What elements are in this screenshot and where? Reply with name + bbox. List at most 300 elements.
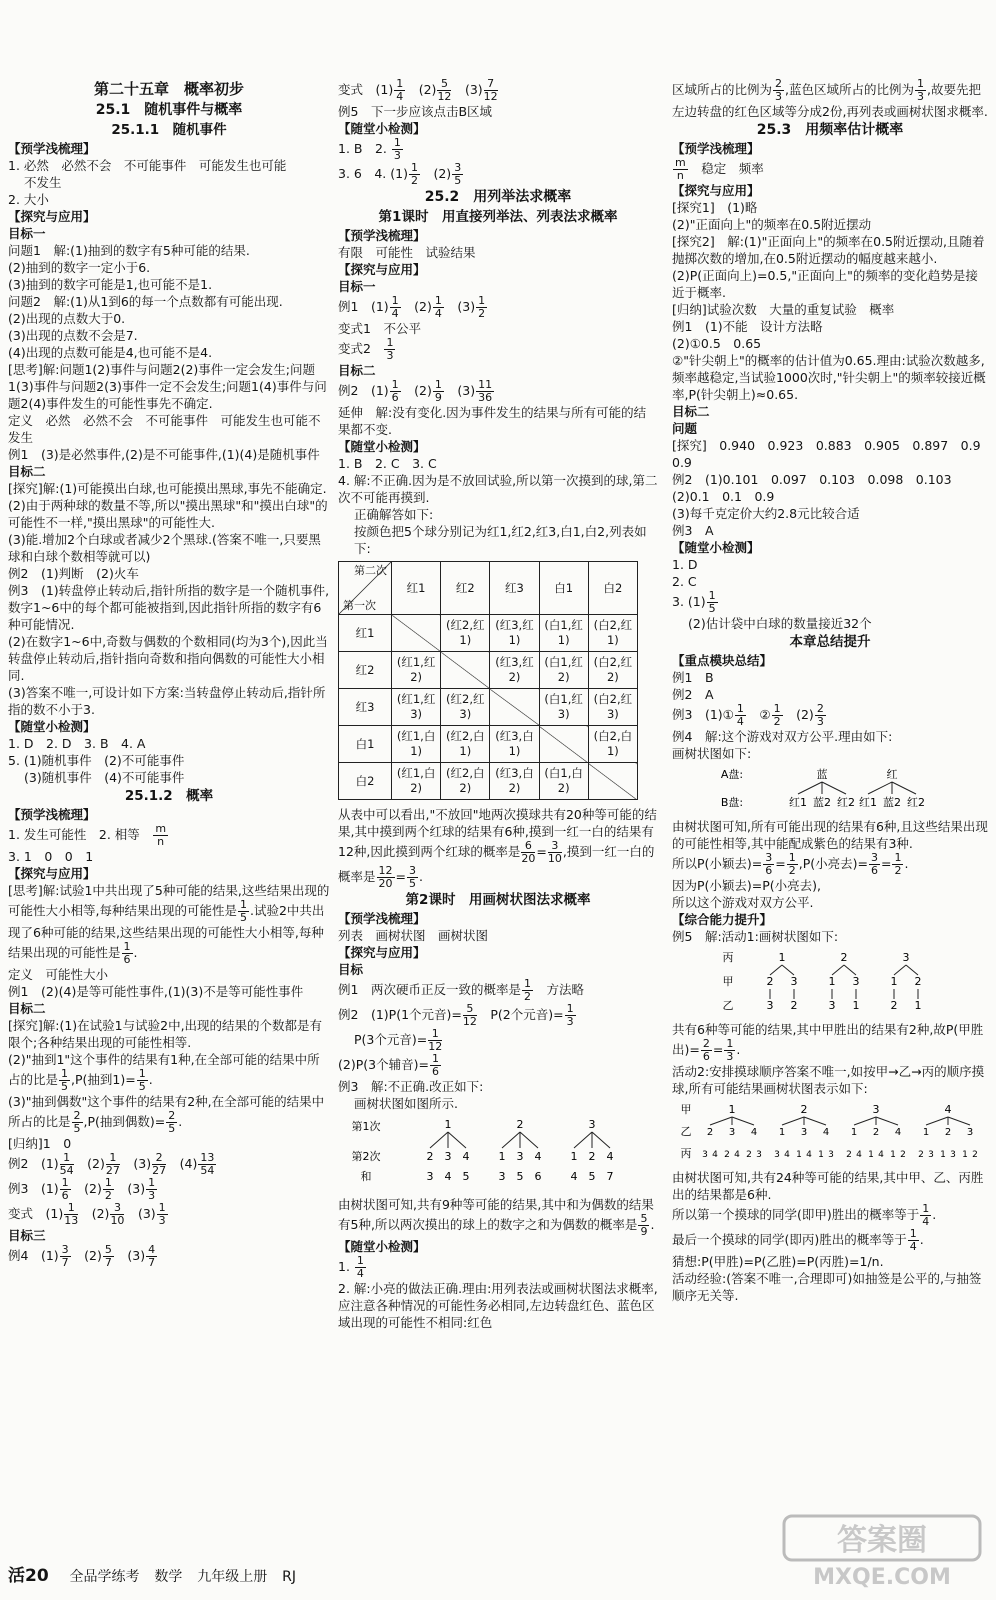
tree-branch xyxy=(832,965,844,975)
tree-label: 2 xyxy=(766,975,774,988)
tree-branch xyxy=(592,1132,610,1148)
text-block xyxy=(338,1196,658,1331)
text-line: (2)出现的点数大于0. xyxy=(8,311,126,326)
tree-level-label: 丙 xyxy=(722,951,734,964)
fraction: $\frac{12}{20}$ xyxy=(378,864,393,890)
tree-branch xyxy=(906,965,918,975)
text-line: 所以P(小颖去)= $\frac{3}{6}$ = $\frac{1}{2}$ ,P(小亮去)= $\frac{3}{6}$ = $\frac{1}{2}$ . xyxy=(672,851,909,877)
table-cell: (红3,白2) xyxy=(490,763,539,800)
tree-label: 3 xyxy=(872,1103,880,1116)
text-line: (2)①0.5 0.65 xyxy=(672,336,762,351)
table-row xyxy=(339,763,638,800)
text-block xyxy=(8,140,330,786)
tree-label: 2 xyxy=(914,975,922,988)
table-cell: (红1,红2) xyxy=(392,652,441,689)
tree-label: 2 xyxy=(918,1150,924,1160)
table-cell: (白1,红3) xyxy=(539,689,588,726)
text-block xyxy=(672,818,988,945)
text-line: 4. 解:不正确.因为是不放回试验,所以第一次摸到的球,第二次不可能再摸到. xyxy=(338,473,658,505)
text-block xyxy=(338,806,658,890)
tree-level-label: 第1次 xyxy=(351,1120,381,1133)
tree-label: 1 xyxy=(728,1103,736,1116)
fraction: $\frac{5}{9}$ xyxy=(640,1212,648,1238)
text-line: (3)抽到的数字可能是1,也可能不是1. xyxy=(8,277,213,292)
tree-label: 2 xyxy=(872,1127,880,1138)
tree-label: 3 xyxy=(790,975,798,988)
text-line: 目标二 xyxy=(338,363,376,378)
tree-label: 2 xyxy=(846,1150,852,1160)
fraction: $\frac{2}{5}$ xyxy=(168,1109,176,1135)
text-line: 变式 (1) $\frac{1}{4}$ (2) $\frac{5}{12}$ (3) $\frac{7}{12}$ xyxy=(338,77,498,103)
tree-level-label: 丙 xyxy=(680,1147,692,1160)
tree-level-label: 和 xyxy=(360,1170,372,1183)
text-line: 按颜色把5个球分别记为红1,红2,红3,白1,白2,列表如下: xyxy=(354,524,647,556)
text-line: 【随堂小检测】 xyxy=(338,439,426,454)
table-cell xyxy=(539,726,588,763)
row-header: 红2 xyxy=(339,652,392,689)
tree-label: 1 xyxy=(852,999,860,1012)
table-cell: (红3,红2) xyxy=(490,652,539,689)
subsection-title: 25.1.1 随机事件 xyxy=(111,122,227,138)
table-cell: (红2,白1) xyxy=(441,726,490,763)
text-line: 例3 (1)① $\frac{1}{4}$ ② $\frac{1}{2}$ (2) $\frac{2}{3}$ xyxy=(672,702,824,728)
fraction: $\frac{1}{4}$ xyxy=(391,294,399,320)
text-line: (2)"正面向上"的频率在0.5附近摆动 xyxy=(672,217,872,232)
tree-label: 3 xyxy=(800,1127,808,1138)
text-line: 延伸 解:没有变化.因为事件发生的结果与所有可能的结果都不变. xyxy=(338,405,647,437)
fraction: $\frac{3}{6}$ xyxy=(765,851,773,877)
tree-label: 红2 xyxy=(907,796,925,809)
summary-title: 本章总结提升 xyxy=(789,634,871,650)
tree-diagram-sum xyxy=(338,1116,648,1188)
tree-label: 蓝2 xyxy=(883,796,901,809)
fraction: $\frac{1}{5}$ xyxy=(61,1067,69,1093)
tree-label: 4 xyxy=(712,1150,718,1160)
text-line: 【随堂小检测】 xyxy=(672,540,760,555)
text-line: 画树状图如图所示. xyxy=(354,1096,458,1111)
tree-label: 红 xyxy=(886,768,898,781)
tree-label: 4 xyxy=(750,1127,758,1138)
tree-label: 2 xyxy=(706,1127,714,1138)
text-block xyxy=(8,806,330,1269)
text-line: 【随堂小检测】 xyxy=(338,1239,426,1254)
tree-label: 3 xyxy=(950,1150,956,1160)
fraction: $\frac{1}{4}$ xyxy=(922,1202,930,1228)
text-line: 目标二 xyxy=(672,404,710,419)
fraction: $\frac{3}{10}$ xyxy=(547,839,562,865)
row-header: 红1 xyxy=(339,615,392,652)
tree-label: 3 xyxy=(444,1150,452,1163)
fraction: $\frac{1}{6}$ xyxy=(123,940,131,966)
text-line: 猜想:P(甲胜)=P(乙胜)=P(丙胜)=1/n. xyxy=(672,1254,884,1269)
tree-label: 3 xyxy=(852,975,860,988)
tree-label: 1 xyxy=(778,951,786,964)
text-line: 例5 下一步应该点击B区域 xyxy=(338,104,493,119)
text-line: 例3 (1)转盘停止转动后,指针所指的数字是一个随机事件,数字1~6中的每个都可能被指到,因此指针所指的数字有6种可能情况. xyxy=(8,583,330,632)
fraction: $\frac{4}{7}$ xyxy=(148,1243,156,1269)
text-line: 例5 解:活动1:画树状图如下: xyxy=(672,929,839,944)
text-line: 5. (1)随机事件 (2)不可能事件 xyxy=(8,753,185,768)
column-1 xyxy=(8,78,330,1269)
fraction: $\frac{2}{6}$ xyxy=(702,1037,710,1063)
tree-branch xyxy=(448,1132,466,1148)
fraction: $\frac{2}{3}$ xyxy=(816,702,824,728)
table-cell: (白2,红3) xyxy=(588,689,637,726)
edition: RJ xyxy=(282,1569,297,1585)
text-line: 【探究与应用】 xyxy=(8,209,96,224)
tree-branch xyxy=(844,965,856,975)
text-line: (3)答案不唯一,可设计如下方案:当转盘停止转动后,指针所指的数不小于3. xyxy=(8,685,326,717)
text-line: (3)能.增加2个白球或者减少2个黑球.(答案不唯一,只要黑球和白球个数相等就可以) xyxy=(8,532,321,564)
fraction: $\frac{1}{12}$ xyxy=(428,1027,443,1053)
table-cell xyxy=(490,689,539,726)
table-row xyxy=(339,689,638,726)
tree-label: 1 xyxy=(868,1150,874,1160)
table-row xyxy=(339,615,638,652)
fraction: $\frac{1}{13}$ xyxy=(64,1201,79,1227)
tree-level-label: 乙 xyxy=(680,1125,692,1138)
column-2 xyxy=(338,78,658,1331)
fraction: $\frac{1}{3}$ xyxy=(393,136,401,162)
tree-label: 1 xyxy=(914,999,922,1012)
tree-label: 4 xyxy=(894,1127,902,1138)
table-row xyxy=(339,652,638,689)
col-header: 白2 xyxy=(588,562,637,615)
text-line: 1. $\frac{1}{4}$ xyxy=(338,1254,364,1280)
tree-label: 2 xyxy=(790,999,798,1012)
tree-label: 4 xyxy=(822,1127,830,1138)
section-title: 25.2 用列举法求概率 xyxy=(424,189,572,205)
row-header: 白2 xyxy=(339,763,392,800)
fraction: $\frac{1}{6}$ xyxy=(391,378,399,404)
text-line: 目标一 xyxy=(8,226,46,241)
table-row xyxy=(339,726,638,763)
tree-label: 2 xyxy=(516,1118,524,1131)
fraction: $\frac{1}{4}$ xyxy=(909,1227,917,1253)
text-line: 正确解答如下: xyxy=(354,507,434,522)
lesson-title: 第1课时 用直接列举法、列表法求概率 xyxy=(378,209,618,225)
tree-label: 1 xyxy=(890,975,898,988)
tree-diagram-spinner xyxy=(672,766,972,810)
page-footer xyxy=(8,1568,306,1586)
text-line: 【随堂小检测】 xyxy=(338,121,426,136)
table-cell: (白2,白1) xyxy=(588,726,637,763)
tree-label: 1 xyxy=(962,1150,968,1160)
text-line: 问题1 解:(1)抽到的数字有5种可能的结果. xyxy=(8,243,250,258)
table-cell xyxy=(392,615,441,652)
svg-text:MXQE.COM: MXQE.COM xyxy=(813,1565,951,1590)
table-body xyxy=(339,615,638,800)
col-header: 红3 xyxy=(490,562,539,615)
tree-label: 4 xyxy=(570,1170,578,1183)
text-line: (2)P(3个辅音)= $\frac{1}{6}$ xyxy=(338,1052,439,1078)
tree-label: 2 xyxy=(588,1150,596,1163)
text-line: (2)P(正面向上)=0.5,"正面向上"的频率的变化趋势是接近于概率. xyxy=(672,268,978,300)
table-cell: (白1,红2) xyxy=(539,652,588,689)
text-line: 例4 (1) $\frac{3}{7}$ (2) $\frac{5}{7}$ (3) $\frac{4}{7}$ xyxy=(8,1243,156,1269)
text-line: 【重点模块总结】 xyxy=(672,653,773,668)
tree-branch xyxy=(574,1132,592,1148)
tree-label: 红1 xyxy=(859,796,877,809)
text-line: 定义 必然 必然不会 不可能事件 可能发生也可能不发生 xyxy=(8,413,321,445)
fraction: $\frac{3}{5}$ xyxy=(454,161,462,187)
text-line: 由树状图可知,共有9种等可能的结果,其中和为偶数的结果有5种,所以两次摸出的球上的数字之和为偶数的概率是 $\frac{5}{9}$ . xyxy=(338,1197,655,1238)
text-line: (3)"抽到偶数"这个事件的结果有2种,在全部可能的结果中所占的比是 $\frac{2}{5}$ ,P(抽到偶数)= $\frac{2}{5}$ . xyxy=(8,1094,325,1135)
text-line: 例2 (1) $\frac{1}{6}$ (2) $\frac{1}{9}$ (3) $\frac{11}{36}$ xyxy=(338,378,493,404)
table-cell: (红1,白1) xyxy=(392,726,441,763)
text-line: 【预学浅梳理】 xyxy=(672,141,760,156)
text-line: 不发生 xyxy=(24,175,62,190)
text-line: 【随堂小检测】 xyxy=(8,719,96,734)
text-block xyxy=(338,227,658,557)
text-line: 例1 (1)不能 设计方法略 xyxy=(672,319,823,334)
text-block xyxy=(338,78,658,187)
tree-branch xyxy=(798,782,822,794)
tree-branch xyxy=(868,782,892,794)
fraction: $\frac{1}{5}$ xyxy=(708,589,716,615)
tree-label: 5 xyxy=(462,1170,470,1183)
tree-label: 4 xyxy=(606,1150,614,1163)
fraction: $\frac{1}{54}$ xyxy=(59,1151,74,1177)
text-line: 【探究与应用】 xyxy=(338,262,426,277)
text-line: 从表中可以看出,"不放回"地两次摸球共有20种等可能的结果,其中摸到两个红球的结果有6种,摸到一红一白的结果有12种,因此摸到两个红球的概率是 $\frac{6}{20}$ = $\frac{3}{10}$ ,摸到一红一白的概率是 $\frac{12}{20}$ = $\frac{3}{5}$ . xyxy=(338,807,657,890)
text-line: 因为P(小颖去)=P(小亮去), xyxy=(672,878,822,893)
table-cell xyxy=(441,652,490,689)
subsection-title: 25.1.2 概率 xyxy=(124,788,214,804)
fraction: $\frac{11}{36}$ xyxy=(478,378,493,404)
text-line: 例3 A xyxy=(672,523,714,538)
fraction: $\frac{1}{9}$ xyxy=(434,378,442,404)
fraction: $\frac{1}{2}$ xyxy=(523,977,531,1003)
tree-diagram-activity2 xyxy=(672,1101,978,1161)
text-line: ②"针尖朝上"的概率的估计值为0.65.理由:试验次数越多,频率越稳定,当试验1000次时,"针尖朝上"的频率较接近概率,P(针尖朝上)≈0.65. xyxy=(672,353,986,402)
tree-label: 1 xyxy=(828,975,836,988)
tree-branch xyxy=(892,782,916,794)
text-line: 3. 1 0 0 1 xyxy=(8,849,94,864)
tree-label: 2 xyxy=(944,1127,952,1138)
tree-label: 4 xyxy=(534,1150,542,1163)
fraction: $\frac{3}{6}$ xyxy=(871,851,878,877)
fraction: $\frac{m}{n}$ xyxy=(155,822,167,848)
tree-label: 3 xyxy=(702,1150,708,1160)
tree-branch xyxy=(854,1117,876,1125)
text-line: 活动2:安排摸球顺序答案不唯一,如按甲→乙→丙的顺序摸球,所有可能结果画树状图表示如下: xyxy=(672,1064,985,1096)
text-line: 3. 6 4. (1) $\frac{1}{2}$ (2) $\frac{3}{5}$ xyxy=(338,161,462,187)
text-line: 目标一 xyxy=(338,279,376,294)
fraction: $\frac{1}{4}$ xyxy=(434,294,442,320)
grade: 九年级上册 xyxy=(197,1569,268,1585)
tree-label: 3 xyxy=(966,1127,974,1138)
text-line: 例1 (1) $\frac{1}{4}$ (2) $\frac{1}{4}$ (3) $\frac{1}{2}$ xyxy=(338,294,486,320)
fraction: $\frac{1}{3}$ xyxy=(386,336,394,362)
fraction: $\frac{1}{2}$ xyxy=(410,161,418,187)
tree-label: 4 xyxy=(444,1170,452,1183)
fraction: $\frac{1}{5}$ xyxy=(239,898,247,924)
text-line: (3)出现的点数不会是7. xyxy=(8,328,138,343)
text-block xyxy=(672,140,994,632)
table-cell: (红2,红3) xyxy=(441,689,490,726)
tree-label: 2 xyxy=(724,1150,730,1160)
text-line: (2)"抽到1"这个事件的结果有1种,在全部可能的结果中所占的比是 $\frac{1}{5}$ ,P(抽到1)= $\frac{1}{5}$ . xyxy=(8,1052,320,1093)
tree-branch xyxy=(876,1117,898,1125)
fraction: $\frac{1}{2}$ xyxy=(478,294,486,320)
tree-branch xyxy=(430,1132,448,1148)
tree-label: 3 xyxy=(774,1150,780,1160)
fraction: $\frac{1}{3}$ xyxy=(726,1037,734,1063)
text-line: (3)每千克定价大约2.8元比较合适 xyxy=(672,506,860,521)
text-line: [探究2] 解:(1)"正面向上"的频率在0.5附近摆动,且随着抛掷次数的增加,在0.5附近摆动的幅度越来越小. xyxy=(672,234,985,266)
svg-text:答案圈: 答案圈 xyxy=(837,1523,927,1558)
table-cell: (白2,红2) xyxy=(588,652,637,689)
section-title: 25.1 随机事件与概率 xyxy=(95,102,243,118)
table-cell: (红2,白2) xyxy=(441,763,490,800)
tree-label: 4 xyxy=(784,1150,790,1160)
tree-label: 3 xyxy=(766,999,774,1012)
tree-branch xyxy=(804,1117,826,1125)
text-line: [归纳]试验次数 大量的重复试验 概率 xyxy=(672,302,895,317)
tree-label: 3 xyxy=(588,1118,596,1131)
tree-label: 4 xyxy=(806,1150,812,1160)
tree-branch xyxy=(926,1117,948,1125)
fraction: $\frac{1}{2}$ xyxy=(894,851,902,877)
fraction: $\frac{13}{54}$ xyxy=(200,1151,215,1177)
corner-bottom-label: 第一次 xyxy=(343,599,376,612)
text-line: 2. 解:小亮的做法正确.理由:用列表法或画树状图法求概率,应注意各种情况的可能性务必相同,左边转盘红色、蓝色区域出现的可能性不相同:红色 xyxy=(338,1281,658,1330)
text-line: [归纳]1 0 xyxy=(8,1136,72,1151)
table-cell: (白1,白2) xyxy=(539,763,588,800)
text-line: 【预学浅梳理】 xyxy=(338,911,426,926)
text-line: 例1 B xyxy=(672,670,714,685)
text-block xyxy=(672,1021,988,1097)
page-number: 活20 xyxy=(8,1566,49,1586)
outcome-table xyxy=(338,561,638,800)
text-line: 所以这个游戏对双方公平. xyxy=(672,895,814,910)
text-line: 例4 解:这个游戏对双方公平.理由如下: xyxy=(672,729,893,744)
text-line: [思考]解:问题1(2)事件与问题2(2)事件一定会发生;问题1(3)事件与问题2(3)事件一定不会发生;问题1(4)事件与问题2(4)事件发生的可能性事先不确定. xyxy=(8,362,327,411)
col-header: 红1 xyxy=(392,562,441,615)
tree-label: 3 xyxy=(928,1150,934,1160)
text-line: 有限 可能性 试验结果 xyxy=(338,245,476,260)
text-line: 1. D 2. D 3. B 4. A xyxy=(8,736,146,751)
fraction: $\frac{7}{12}$ xyxy=(483,77,498,103)
fraction: $\frac{1}{6}$ xyxy=(61,1176,69,1202)
table-cell: (红1,红3) xyxy=(392,689,441,726)
text-line: 例2 (1) $\frac{1}{54}$ (2) $\frac{1}{27}$ (3) $\frac{2}{27}$ (4) $\frac{13}{54}$ xyxy=(8,1151,215,1177)
tree-branch xyxy=(894,965,906,975)
text-line: 画树状图如下: xyxy=(672,746,752,761)
text-line: [思考]解:试验1中共出现了5种可能的结果,这些结果出现的可能性大小相等,每种结果出现的可能性是 $\frac{1}{5}$ .试验2中共出现了6种可能的结果,这些结果出现的可能性大小相等,每种结果出现的可能性是 $\frac{1}{6}$ . xyxy=(8,883,330,966)
text-line: 区域所占的比例为 $\frac{2}{3}$ ,蓝色区域所占的比例为 $\frac{1}{3}$ ,故要先把左边转盘的红色区域等分成2份,再列表或画树状图求概率. xyxy=(672,77,988,119)
fraction: $\frac{1}{4}$ xyxy=(736,702,744,728)
tree-branch xyxy=(502,1132,520,1148)
tree-label: 4 xyxy=(734,1150,740,1160)
fraction: $\frac{5}{12}$ xyxy=(462,1002,477,1028)
text-line: 【探究与应用】 xyxy=(8,866,96,881)
text-line: (3)随机事件 (4)不可能事件 xyxy=(24,770,185,785)
fraction: $\frac{2}{27}$ xyxy=(152,1151,167,1177)
table-cell: (红2,红1) xyxy=(441,615,490,652)
text-line: 1. D xyxy=(672,557,698,572)
fraction: $\frac{3}{5}$ xyxy=(409,864,416,890)
tree-label: 4 xyxy=(878,1150,884,1160)
text-line: 变式1 不公平 xyxy=(338,321,421,336)
text-line: 1. 必然 必然不会 不可能事件 可能发生也可能 xyxy=(8,158,287,173)
text-line: 目标三 xyxy=(8,1228,46,1243)
fraction: $\frac{5}{7}$ xyxy=(104,1243,112,1269)
tree-label: 蓝2 xyxy=(813,796,831,809)
text-block xyxy=(672,78,988,120)
text-line: 例1 (3)是必然事件,(2)是不可能事件,(1)(4)是随机事件 xyxy=(8,447,320,462)
tree-label: 3 xyxy=(426,1170,434,1183)
text-line: 列表 画树状图 画树状图 xyxy=(338,928,489,943)
fraction: $\frac{3}{7}$ xyxy=(61,1243,69,1269)
fraction: $\frac{1}{3}$ xyxy=(148,1176,156,1202)
fraction: $\frac{1}{5}$ xyxy=(138,1067,146,1093)
subject: 数学 xyxy=(154,1569,183,1585)
text-line: 例2 (1)判断 (2)火车 xyxy=(8,566,139,581)
fraction: $\frac{1}{6}$ xyxy=(431,1052,439,1078)
text-line: 例2 (1)P(1个元音)= $\frac{5}{12}$ P(2个元音)= $\frac{1}{3}$ xyxy=(338,1002,574,1028)
text-line: 【探究与应用】 xyxy=(672,183,760,198)
fraction: $\frac{1}{2}$ xyxy=(773,702,781,728)
tree-label: 2 xyxy=(746,1150,752,1160)
text-line: 【预学浅梳理】 xyxy=(338,228,426,243)
text-line: 例1 两次硬币正反一致的概率是 $\frac{1}{2}$ 方法略 xyxy=(338,977,584,1003)
text-line: [探究1] (1)略 xyxy=(672,200,758,215)
text-line: 变式 (1) $\frac{1}{13}$ (2) $\frac{3}{10}$ (3) $\frac{1}{3}$ xyxy=(8,1201,166,1227)
table-corner xyxy=(339,562,392,615)
row-header: 白1 xyxy=(339,726,392,763)
text-line: (2)在数字1~6中,奇数与偶数的个数相同(均为3个),因此当转盘停止转动后,指针指向奇数和指向偶数的可能性大小相同. xyxy=(8,634,328,683)
tree-label: 2 xyxy=(426,1150,434,1163)
col-header: 白1 xyxy=(539,562,588,615)
tree-label: 1 xyxy=(890,1150,896,1160)
book-name: 全品学练考 xyxy=(69,1569,140,1585)
lesson-title: 第2课时 用画树状图法求概率 xyxy=(405,892,591,908)
chapter-title: 第二十五章 概率初步 xyxy=(93,80,244,98)
text-line: 最后一个摸球的同学(即丙)胜出的概率等于 $\frac{1}{4}$ . xyxy=(672,1227,924,1253)
tree-label: 4 xyxy=(944,1103,952,1116)
tree-label: 蓝 xyxy=(816,768,828,781)
text-line: 由树状图可知,所有可能出现的结果有6种,且这些结果出现的可能性相等,其中能配成紫色的结果有3种. xyxy=(672,819,988,851)
text-line: 目标二 xyxy=(8,1001,46,1016)
tree-label: 2 xyxy=(840,951,848,964)
fraction: $\frac{1}{2}$ xyxy=(104,1176,112,1202)
text-line: 目标 xyxy=(338,962,364,977)
text-line: (2)抽到的数字一定小于6. xyxy=(8,260,151,275)
text-line: 例3 解:不正确.改正如下: xyxy=(338,1079,484,1094)
tree-label: 红1 xyxy=(789,796,807,809)
text-line: $\frac{m}{n}$ 稳定 频率 xyxy=(675,156,764,182)
tree-label: 3 xyxy=(828,999,836,1012)
text-line: (4)出现的点数可能是4,也可能不是4. xyxy=(8,345,213,360)
fraction: $\frac{3}{10}$ xyxy=(110,1201,125,1227)
tree-label: 6 xyxy=(534,1170,542,1183)
text-line: [探究]解:(1)可能摸出白球,也可能摸出黑球,事先不能确定. xyxy=(8,481,327,496)
text-block xyxy=(672,652,988,762)
tree-level-label: A盘: xyxy=(720,768,744,781)
tree-label: 1 xyxy=(498,1150,506,1163)
text-line: (2)估计袋中白球的数量接近32个 xyxy=(688,616,872,631)
text-line: [探究] 0.940 0.923 0.883 0.905 0.897 0.9 0.9 xyxy=(672,438,994,470)
tree-label: 2 xyxy=(900,1150,906,1160)
tree-branch xyxy=(770,965,782,975)
text-block xyxy=(338,910,658,1112)
tree-level-label: 甲 xyxy=(722,975,734,988)
tree-label: 1 xyxy=(444,1118,452,1131)
tree-label: 7 xyxy=(606,1170,614,1183)
corner-top-label: 第二次 xyxy=(354,564,387,577)
